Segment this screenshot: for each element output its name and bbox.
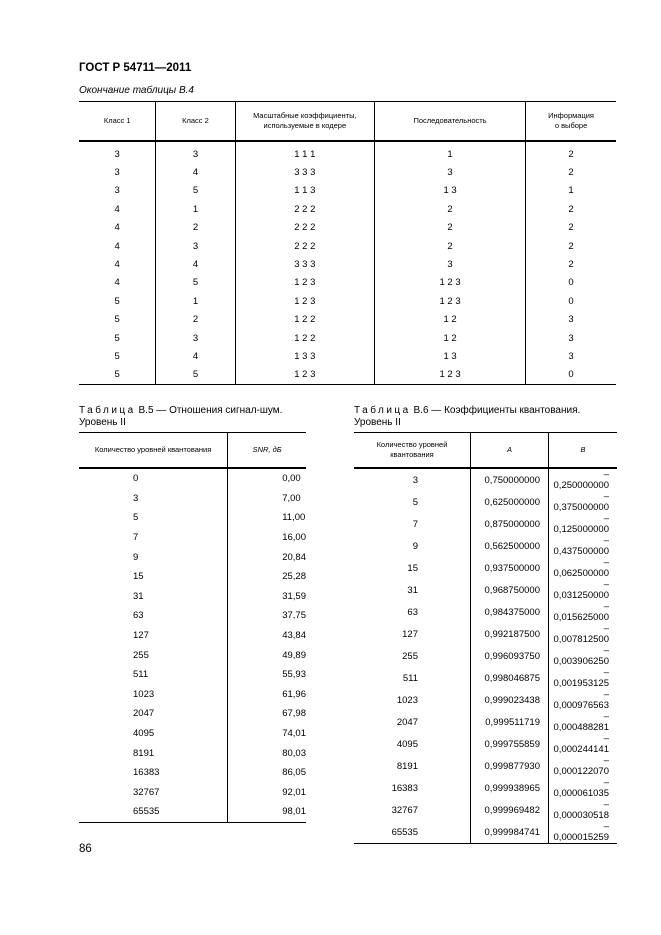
table-b5-cell: 4095 [133, 728, 155, 740]
table-b5-cell: 31,59 [228, 587, 306, 607]
table-b6-cell: 2047 [396, 716, 418, 728]
table-b5-cell: 127 [133, 630, 149, 642]
table-b6-cell: 0,984375000 [471, 601, 549, 623]
table-b4-cell: 3 [114, 148, 120, 160]
table-b6-cell: 31 [407, 584, 418, 596]
table-b4-row [79, 163, 616, 181]
table-b6-caption [354, 405, 580, 429]
table-b6-cell: 0,875000000 [471, 513, 549, 535]
table-b5-cell: 92,01 [228, 783, 306, 803]
table-b4-cell: 2 [526, 200, 616, 218]
table-b5-cell: 11,00 [228, 508, 306, 528]
table-b5-cell: 61,96 [228, 685, 306, 705]
table-b6-cell: –0,031250000 [549, 579, 618, 601]
table-b6-row [354, 535, 617, 557]
table-b6-cell: 511 [402, 672, 418, 684]
table-b6-cell: 3 [412, 474, 418, 486]
table-b6-row [354, 667, 617, 689]
table-b6-cell: 0,562500000 [471, 535, 549, 557]
table-b4-cell: 0 [526, 366, 616, 385]
table-b5-cell: 31 [133, 590, 144, 602]
table-b4-cell: 4 [156, 347, 235, 365]
table-b6-col-b: B [549, 433, 618, 469]
table-b5-cell: 16383 [133, 767, 160, 779]
table-b4-row [79, 182, 616, 200]
table-b5-cell: 5 [133, 512, 139, 524]
table-b4-cell: 5 [114, 332, 120, 344]
table-b5-cell: 55,93 [228, 665, 306, 685]
table-b5-row [79, 528, 306, 548]
table-b6-cell: 0,999511719 [471, 711, 549, 733]
table-b4-cell: 1 2 3 [235, 274, 374, 292]
table-b5-cell: 20,84 [228, 547, 306, 567]
table-b4-cell: 1 2 2 [235, 311, 374, 329]
table-b5-cell: 49,89 [228, 645, 306, 665]
table-b6-cell: 32767 [391, 804, 418, 816]
table-b5-cell: 15 [133, 571, 144, 583]
table-b4-row [79, 200, 616, 218]
table-b6-row [354, 733, 617, 755]
table-b6-caption-text: В.6 — Коэффициенты квантования. [410, 405, 581, 416]
table-b6-row [354, 623, 617, 645]
table-b6-cell: 0,999938965 [471, 777, 549, 799]
table-b5-caption [79, 405, 282, 429]
table-b6-row [354, 799, 617, 821]
table-b4-cell: 5 [114, 295, 120, 307]
table-b4-cell: 3 [375, 255, 526, 273]
table-b5 [79, 432, 306, 823]
table-b5-cell: 7,00 [228, 489, 306, 509]
table-b5-caption-text: В.5 — Отношения сигнал-шум. [135, 405, 283, 416]
table-b6-col-a: A [471, 433, 549, 469]
table-b6-cell: –0,007812500 [549, 623, 618, 645]
table-b5-caption-label: Таблица [79, 405, 136, 416]
table-b5-cell: 511 [133, 669, 149, 681]
table-b4-cell: 4 [114, 277, 120, 289]
table-b5-cell: 25,28 [228, 567, 306, 587]
table-b6-cell: 0,992187500 [471, 623, 549, 645]
table-b4-cell: 2 [375, 200, 526, 218]
document-header: ГОСТ Р 54711—2011 [79, 62, 192, 74]
table-b5-cell: 1023 [133, 688, 155, 700]
table-b4-row [79, 347, 616, 365]
table-b4-cell: 1 [156, 292, 235, 310]
table-b6-cell: –0,015625000 [549, 601, 618, 623]
table-b5-cell: 3 [133, 492, 139, 504]
table-b4-cell: 5 [156, 274, 235, 292]
table-b5-row [79, 489, 306, 509]
table-b4-cell: 1 [526, 182, 616, 200]
table-b4-cell: 2 [156, 219, 235, 237]
table-b4-cell: 3 [156, 141, 235, 163]
table-b4-cell: 1 3 3 [235, 347, 374, 365]
table-b4-cell: 0 [526, 274, 616, 292]
table-b6-row [354, 777, 617, 799]
table-b6-row [354, 513, 617, 535]
table-b6-cell: –0,001953125 [549, 667, 618, 689]
table-b6-cell: –0,000061035 [549, 777, 618, 799]
table-b6-row [354, 755, 617, 777]
table-b5-row [79, 567, 306, 587]
table-b6-cell: 255 [402, 650, 418, 662]
table-b4-cell: 2 2 2 [235, 200, 374, 218]
table-b6-cell: 9 [412, 540, 418, 552]
table-b4-cell: 2 [375, 237, 526, 255]
table-b4-cell: 3 [526, 329, 616, 347]
table-b5-cell: 255 [133, 649, 149, 661]
table-b5-caption-level: Уровень II [79, 417, 126, 428]
table-b4-row [79, 219, 616, 237]
table-b6-row [354, 491, 617, 513]
table-b6-row [354, 645, 617, 667]
table-b6-col-levels: Количество уровней квантования [354, 433, 471, 469]
table-b4-cell: 2 [526, 255, 616, 273]
table-b4-cell: 1 2 [375, 311, 526, 329]
table-b4-cell: 4 [114, 203, 120, 215]
table-b4 [79, 101, 616, 385]
table-b4-col-class1: Класс 1 [79, 102, 156, 142]
table-b4-cell: 2 [526, 141, 616, 163]
table-b4-cell: 1 2 3 [375, 292, 526, 310]
table-b4-cell: 2 [526, 219, 616, 237]
table-b5-cell: 9 [133, 551, 139, 563]
table-b4-cell: 3 3 3 [235, 163, 374, 181]
table-b4-cell: 4 [114, 222, 120, 234]
table-b6-cell: 0,998046875 [471, 667, 549, 689]
table-b4-cell: 1 2 [375, 329, 526, 347]
table-b5-cell: 98,01 [228, 802, 306, 822]
table-b4-cell: 1 3 [375, 347, 526, 365]
table-b5-cell: 74,01 [228, 724, 306, 744]
table-b5-row [79, 645, 306, 665]
table-b4-cell: 5 [114, 350, 120, 362]
table-b4-cell: 1 1 3 [235, 182, 374, 200]
table-b4-row [79, 141, 616, 163]
table-b5-cell: 37,75 [228, 606, 306, 626]
table-b4-row [79, 237, 616, 255]
table-b4-cell: 2 2 2 [235, 237, 374, 255]
table-b4-col-scale-factors: Масштабные коэффициенты, используемые в кодере [235, 102, 374, 142]
table-b4-cell: 4 [114, 259, 120, 271]
table-b6-cell: 0,625000000 [471, 491, 549, 513]
table-b4-cell: 2 [526, 163, 616, 181]
table-b4-cell: 4 [156, 163, 235, 181]
table-b4-cell: 1 [156, 200, 235, 218]
table-b4-row [79, 311, 616, 329]
table-b6-cell: 8191 [396, 760, 418, 772]
table-b4-cell: 5 [114, 369, 120, 381]
table-b5-cell: 8191 [133, 747, 155, 759]
table-b4-row [79, 329, 616, 347]
table-b6-row [354, 821, 617, 844]
table-b6-cell: 1023 [396, 694, 418, 706]
table-b5-cell: 32767 [133, 786, 160, 798]
table-b5-row [79, 763, 306, 783]
table-b4-row [79, 366, 616, 385]
table-b5-row [79, 468, 306, 489]
table-b4-cell: 1 2 2 [235, 329, 374, 347]
table-b4-cell: 2 2 2 [235, 219, 374, 237]
table-b4-caption: Окончание таблицы В.4 [79, 85, 194, 96]
table-b4-cell: 3 [156, 237, 235, 255]
table-b5-row [79, 685, 306, 705]
table-b6-cell: 0,996093750 [471, 645, 549, 667]
table-b4-cell: 0 [526, 292, 616, 310]
table-b5-cell: 43,84 [228, 626, 306, 646]
table-b4-header-row [79, 102, 616, 142]
table-b6-cell: –0,375000000 [549, 491, 618, 513]
table-b6 [354, 432, 617, 844]
table-b4-cell: 2 [156, 311, 235, 329]
table-b6-caption-level: Уровень II [354, 417, 401, 428]
table-b6-cell: 15 [407, 562, 418, 574]
table-b6-cell: –0,000122070 [549, 755, 618, 777]
table-b4-col-sequence: Последовательность [375, 102, 526, 142]
table-b5-row [79, 783, 306, 803]
table-b6-cell: 0,999755859 [471, 733, 549, 755]
table-b6-cell: –0,437500000 [549, 535, 618, 557]
table-b4-col-selection-info: Информация о выборе [526, 102, 616, 142]
table-b6-row [354, 579, 617, 601]
table-b6-cell: –0,000244141 [549, 733, 618, 755]
table-b4-cell: 4 [156, 255, 235, 273]
table-b5-row [79, 606, 306, 626]
table-b6-cell: –0,250000000 [549, 468, 618, 491]
table-b4-cell: 3 [526, 347, 616, 365]
table-b6-cell: –0,000015259 [549, 821, 618, 844]
table-b4-cell: 3 [156, 329, 235, 347]
table-b6-cell: –0,125000000 [549, 513, 618, 535]
table-b6-cell: 0,750000000 [471, 468, 549, 491]
table-b6-header-row [354, 433, 617, 469]
table-b6-cell: 63 [407, 606, 418, 618]
table-b5-row [79, 704, 306, 724]
table-b5-cell: 63 [133, 610, 144, 622]
table-b6-cell: 0,937500000 [471, 557, 549, 579]
table-b6-cell: 4095 [396, 738, 418, 750]
table-b6-cell: 0,999969482 [471, 799, 549, 821]
table-b6-cell: 16383 [391, 782, 418, 794]
table-b6-row [354, 601, 617, 623]
table-b6-cell: 0,968750000 [471, 579, 549, 601]
table-b5-row [79, 547, 306, 567]
table-b5-row [79, 587, 306, 607]
table-b6-row [354, 711, 617, 733]
table-b5-cell: 0,00 [228, 468, 306, 489]
table-b6-cell: 0,999877930 [471, 755, 549, 777]
table-b5-row [79, 626, 306, 646]
table-b6-cell: 5 [412, 496, 418, 508]
table-b4-cell: 2 [375, 219, 526, 237]
table-b5-cell: 0 [133, 473, 139, 485]
table-b5-cell: 65535 [133, 806, 160, 818]
table-b5-row [79, 724, 306, 744]
table-b6-row [354, 557, 617, 579]
table-b5-cell: 67,98 [228, 704, 306, 724]
table-b6-cell: –0,000030518 [549, 799, 618, 821]
table-b4-col-class2: Класс 2 [156, 102, 235, 142]
table-b4-cell: 1 2 3 [375, 366, 526, 385]
table-b5-row [79, 802, 306, 822]
table-b6-row [354, 468, 617, 491]
table-b5-cell: 86,05 [228, 763, 306, 783]
table-b4-cell: 3 [114, 185, 120, 197]
table-b6-cell: –0,062500000 [549, 557, 618, 579]
table-b4-cell: 1 [375, 141, 526, 163]
table-b5-col-levels: Количество уровней квантования [79, 433, 228, 469]
table-b6-cell: 65535 [391, 826, 418, 838]
table-b4-cell: 3 [114, 167, 120, 179]
table-b4-row [79, 292, 616, 310]
table-b6-cell: 127 [402, 628, 418, 640]
table-b5-row [79, 665, 306, 685]
table-b4-cell: 5 [156, 182, 235, 200]
table-b4-cell: 4 [114, 240, 120, 252]
table-b5-cell: 16,00 [228, 528, 306, 548]
table-b4-cell: 1 2 3 [375, 274, 526, 292]
table-b5-cell: 7 [133, 532, 139, 544]
table-b4-cell: 3 [375, 163, 526, 181]
page-number: 86 [79, 843, 92, 855]
table-b5-cell: 2047 [133, 708, 155, 720]
table-b4-cell: 1 1 1 [235, 141, 374, 163]
table-b4-row [79, 255, 616, 273]
table-b4-cell: 2 [526, 237, 616, 255]
table-b5-row [79, 743, 306, 763]
table-b5-col-snr: SNR, дБ [228, 433, 306, 469]
table-b6-cell: 7 [412, 518, 418, 530]
table-b5-header-row [79, 433, 306, 469]
table-b6-cell: –0,000488281 [549, 711, 618, 733]
table-b6-cell: 0,999023438 [471, 689, 549, 711]
table-b4-cell: 3 [526, 311, 616, 329]
table-b6-cell: –0,000976563 [549, 689, 618, 711]
table-b4-cell: 1 2 3 [235, 366, 374, 385]
table-b5-cell: 80,03 [228, 743, 306, 763]
table-b4-cell: 5 [156, 366, 235, 385]
table-b6-cell: 0,999984741 [471, 821, 549, 844]
table-b4-cell: 3 3 3 [235, 255, 374, 273]
table-b6-caption-label: Таблица [354, 405, 411, 416]
table-b5-row [79, 508, 306, 528]
table-b6-row [354, 689, 617, 711]
table-b4-cell: 5 [114, 314, 120, 326]
table-b4-row [79, 274, 616, 292]
table-b6-cell: –0,003906250 [549, 645, 618, 667]
table-b4-cell: 1 2 3 [235, 292, 374, 310]
table-b4-cell: 1 3 [375, 182, 526, 200]
